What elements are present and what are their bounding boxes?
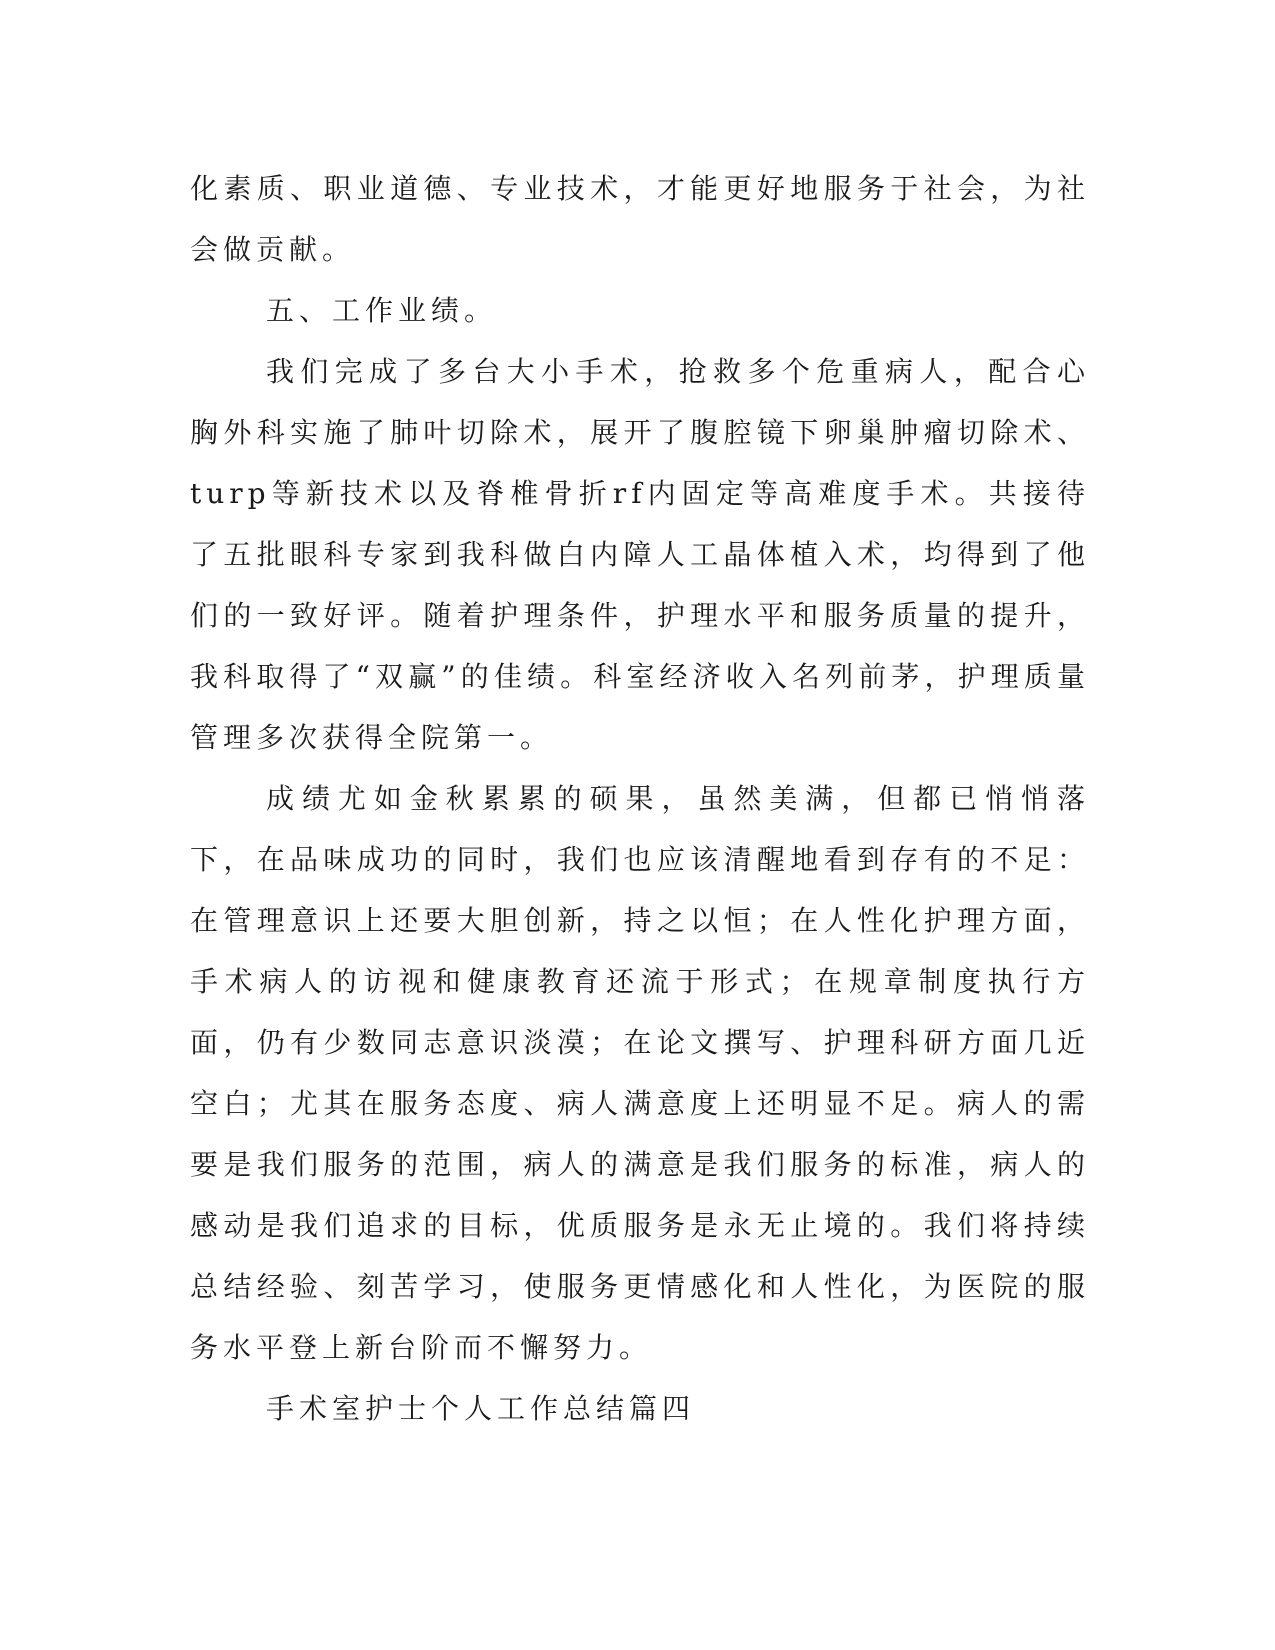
section-heading: 五、工作业绩。	[266, 294, 498, 327]
next-section-title: 手术室护士个人工作总结篇四	[266, 1392, 696, 1425]
paragraph-achievements: 我们完成了多台大小手术，抢救多个危重病人，配合心胸外科实施了肺叶切除术，展开了腹腔镜下卵巢肿瘤切除术、turp等新技术以及脊椎骨折rf内固定等高难度手术。共接待了五批眼科专家到我科做白内障人工晶体植入术，均得到了他们的一致好评。随着护理条件，护理水平和服务质量的提升，我科取得了“双赢”的佳绩。科室经济收入名列前茅，护理质量管理多次获得全院第一。	[190, 355, 1090, 754]
paragraph-shortcomings: 成绩尤如金秋累累的硕果，虽然美满，但都已悄悄落下，在品味成功的同时，我们也应该清醒地看到存有的不足：在管理意识上还要大胆创新，持之以恒；在人性化护理方面，手术病人的访视和健康教育还流于形式；在规章制度执行方面，仍有少数同志意识淡漠；在论文撰写、护理科研方面几近空白；尤其在服务态度、病人满意度上还明显不足。病人的需要是我们服务的范围，病人的满意是我们服务的标准，病人的感动是我们追求的目标，优质服务是永无止境的。我们将持续总结经验、刻苦学习，使服务更情感化和人性化，为医院的服务水平登上新台阶而不懈努力。	[190, 782, 1090, 1364]
document-body	[190, 158, 1090, 1439]
paragraph-continuation: 化素质、职业道德、专业技术，才能更好地服务于社会，为社会做贡献。	[190, 172, 1090, 266]
